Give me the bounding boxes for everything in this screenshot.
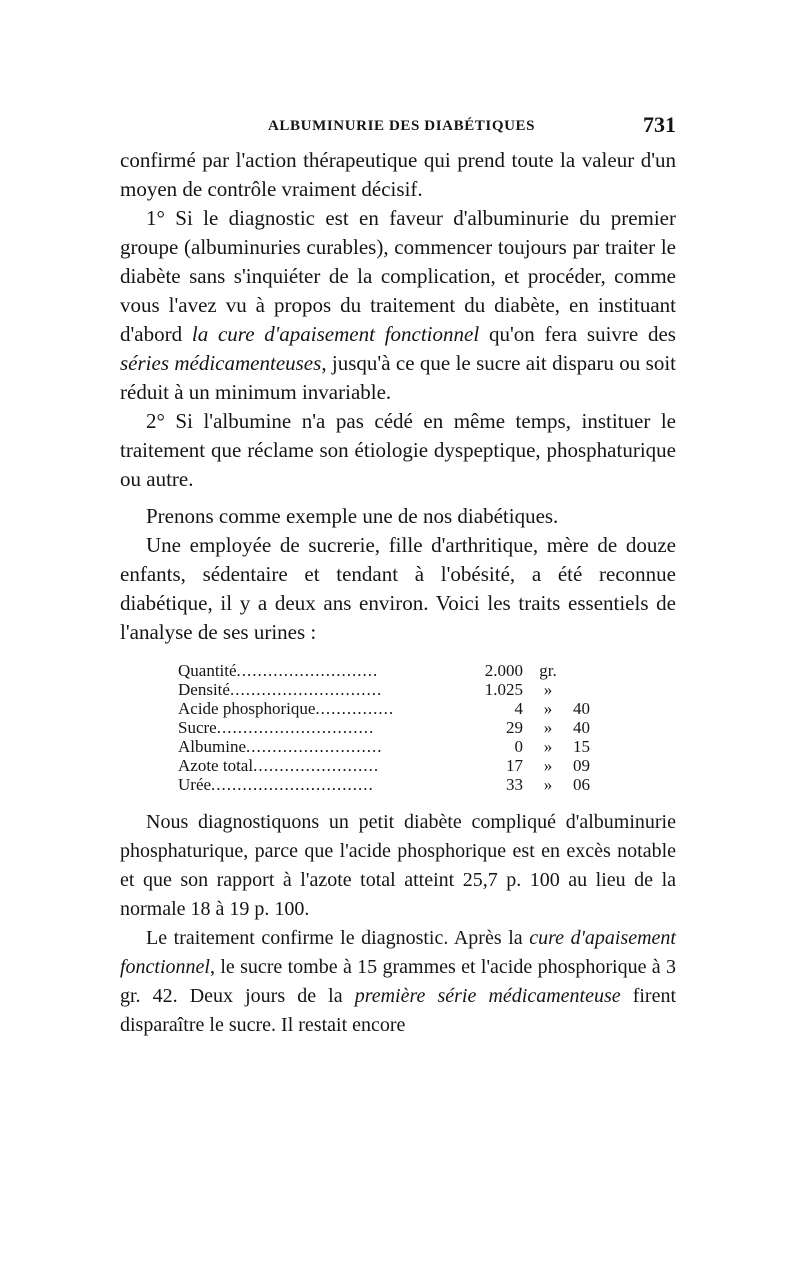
analysis-unit: »: [543, 775, 553, 794]
analysis-row: [178, 737, 603, 756]
urine-analysis-table: [120, 661, 676, 794]
analysis-label-text: Urée: [178, 775, 212, 794]
italic-term: la cure d'apaisement fonctionnel: [191, 322, 480, 346]
text-span: , le sucre tombe à 15 grammes et l'acide phosphorique à 3 gr. 42. Deux jours de la: [120, 956, 676, 1007]
analysis-unit: »: [543, 718, 553, 737]
analysis-label-text: Quantité: [178, 661, 237, 680]
analysis-row: [178, 756, 603, 775]
analysis-label: [178, 775, 473, 794]
body-text-continued: [120, 808, 676, 1040]
analysis-label: [178, 737, 473, 756]
analysis-fraction: [573, 680, 603, 699]
analysis-label: [178, 680, 473, 699]
analysis-value: 33: [506, 775, 523, 794]
paragraph-diagnosis: Nous diagnostiquons un petit diabète compliqué d'albuminurie phosphaturique, parce que l'acide phosphorique est en excès notable et que son rapport à l'azote total atteint 25,7 p. 100 au lieu de la normale 18 à 19 p. 100.: [120, 811, 676, 920]
analysis-unit: gr.: [539, 661, 557, 680]
paragraph-second-point: 2° Si l'albumine n'a pas cédé en même temps, instituer le traitement que réclame son étiologie dyspeptique, phosphaturique ou autre.: [120, 409, 676, 491]
analysis-fraction: 40: [573, 699, 590, 718]
leader-dots: ..........................: [246, 737, 383, 756]
analysis-fraction: 15: [573, 737, 590, 756]
running-head: ALBUMINURIE DES DIABÉTIQUES: [268, 118, 536, 134]
analysis-label: [178, 661, 473, 680]
text-span: Le traitement confirme le diagnostic. Après la: [146, 927, 530, 949]
body-text: [120, 146, 676, 647]
analysis-row: [178, 718, 603, 737]
analysis-label: [178, 699, 473, 718]
analysis-value: 17: [506, 756, 523, 775]
paragraph-patient-case: Une employée de sucrerie, fille d'arthritique, mère de douze enfants, sédentaire et tendant à l'obésité, a été reconnue diabétique, il y a deux ans environ. Voici les traits essentiels de l'analyse de ses urines :: [120, 533, 676, 644]
leader-dots: ........................: [253, 756, 380, 775]
analysis-label-text: Densité: [178, 680, 230, 699]
paragraph-treatment: [120, 924, 676, 1040]
paragraph-first-point: [120, 204, 676, 407]
italic-term: cure d'apaisement fonctionnel: [120, 927, 676, 978]
analysis-value: 29: [506, 718, 523, 737]
text-span: firent disparaître le sucre. Il restait encore: [120, 985, 677, 1036]
leader-dots: ...............................: [211, 775, 374, 794]
analysis-fraction: 06: [573, 775, 590, 794]
analysis-row: [178, 661, 603, 680]
analysis-row: [178, 680, 603, 699]
page-header: [120, 112, 676, 146]
leader-dots: ..............................: [216, 718, 375, 737]
italic-term: séries médicamenteuses: [120, 351, 322, 375]
analysis-unit: »: [543, 680, 553, 699]
analysis-value: 2.000: [484, 661, 523, 680]
leader-dots: .............................: [229, 680, 383, 699]
analysis-label: [178, 756, 473, 775]
text-span: 1° Si le diagnostic est en faveur d'albuminurie du premier groupe (albuminuries curables), commencer toujours par traiter le diabète sans s'inquiéter de la complication, et procéder, comme vous l'avez vu à propos du traitement du diabète, en instituant d'abord: [120, 206, 676, 346]
analysis-fraction: 09: [573, 756, 590, 775]
paragraph-example-intro: Prenons comme exemple une de nos diabétiques.: [146, 504, 559, 528]
analysis-row: [178, 699, 603, 718]
italic-term: première série médicamenteuse: [354, 985, 621, 1007]
analysis-label-text: Albumine: [178, 737, 246, 756]
leader-dots: ...............: [315, 699, 395, 718]
leader-dots: ...........................: [236, 661, 379, 680]
analysis-label-text: Acide phosphorique: [178, 699, 316, 718]
book-page: [120, 112, 676, 1040]
analysis-value: 1.025: [484, 680, 523, 699]
analysis-value: 4: [514, 699, 523, 718]
text-span: qu'on fera suivre des: [479, 322, 676, 346]
analysis-label-text: Azote total: [178, 756, 254, 775]
analysis-value: 0: [514, 737, 523, 756]
analysis-fraction: [573, 661, 603, 680]
text-span: , jusqu'à ce que le sucre ait disparu ou soit réduit à un minimum invariable.: [120, 351, 676, 404]
analysis-label: [178, 718, 473, 737]
analysis-row: [178, 775, 603, 794]
analysis-unit: »: [543, 756, 553, 775]
page-number: 731: [643, 112, 676, 137]
paragraph-continuation: confirmé par l'action thérapeutique qui prend toute la valeur d'un moyen de contrôle vraiment décisif.: [120, 148, 676, 201]
analysis-unit: »: [543, 737, 553, 756]
analysis-fraction: 40: [573, 718, 590, 737]
analysis-label-text: Sucre: [178, 718, 217, 737]
analysis-unit: »: [543, 699, 553, 718]
